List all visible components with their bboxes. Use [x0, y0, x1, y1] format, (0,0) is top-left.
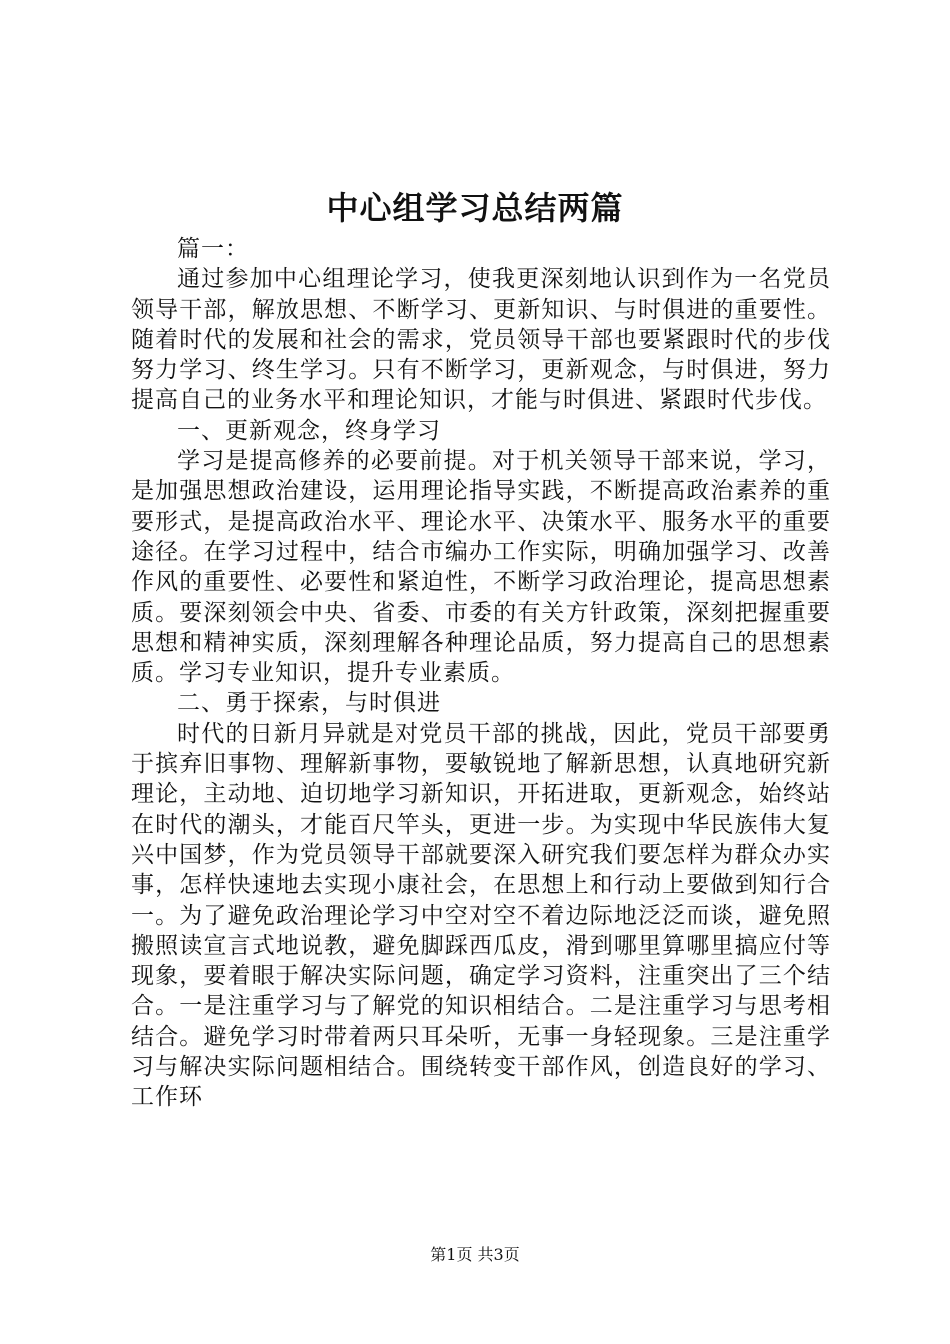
- page-footer: 第1页 共3页: [430, 1245, 520, 1264]
- body-paragraph: 通过参加中心组理论学习，使我更深刻地认识到作为一名党员领导干部，解放思想、不断学习、更新知识、与时俱进的重要性。随着时代的发展和社会的需求，党员领导干部也要紧跟时代的步伐努力学习、终生学习。只有不断学习，更新观念，与时俱进，努力提高自己的业务水平和理论知识，才能与时俱进、紧跟时代步伐。: [131, 266, 831, 414]
- section-heading: 二、勇于探索，与时俱进: [177, 690, 441, 717]
- body-paragraph: 时代的日新月异就是对党员干部的挑战，因此，党员干部要勇于摈弃旧事物、理解新事物，要敏锐地了解新思想，认真地研究新理论，主动地、迫切地学习新知识，开拓进取，更新观念，始终站在时代的潮头，才能百尺竿头，更进一步。为实现中华民族伟大复兴中国梦，作为党员领导干部就要深入研究我们要怎样为群众办实事，怎样快速地去实现小康社会，在思想上和行动上要做到知行合一。为了避免政治理论学习中空对空不着边际地泛泛而谈，避免照搬照读宣言式地说教，避免脚踩西瓜皮，滑到哪里算哪里搞应付等现象，要着眼于解决实际问题，确定学习资料，注重突出了三个结合。一是注重学习与了解党的知识相结合。二是注重学习与思考相结合。避免学习时带着两只耳朵听，无事一身轻现象。三是注重学习与解决实际问题相结合。围绕转变干部作风，创造良好的学习、工作环: [131, 720, 831, 1111]
- section-label: 篇一：: [177, 236, 249, 262]
- document-body: [131, 234, 831, 1113]
- body-paragraph: 学习是提高修养的必要前提。对于机关领导干部来说，学习，是加强思想政治建设，运用理论指导实践，不断提高政治素养的重要形式，是提高政治水平、理论水平、决策水平、服务水平的重要途径。在学习过程中，结合市编办工作实际，明确加强学习、改善作风的重要性、必要性和紧迫性，不断学习政治理论，提高思想素质。要深刻领会中央、省委、市委的有关方针政策，深刻把握重要思想和精神实质，深刻理解各种理论品质，努力提高自己的思想素质。学习专业知识，提升专业素质。: [131, 448, 831, 687]
- document-title: 中心组学习总结两篇: [326, 189, 624, 227]
- section-heading: 一、更新观念，终身学习: [177, 417, 441, 444]
